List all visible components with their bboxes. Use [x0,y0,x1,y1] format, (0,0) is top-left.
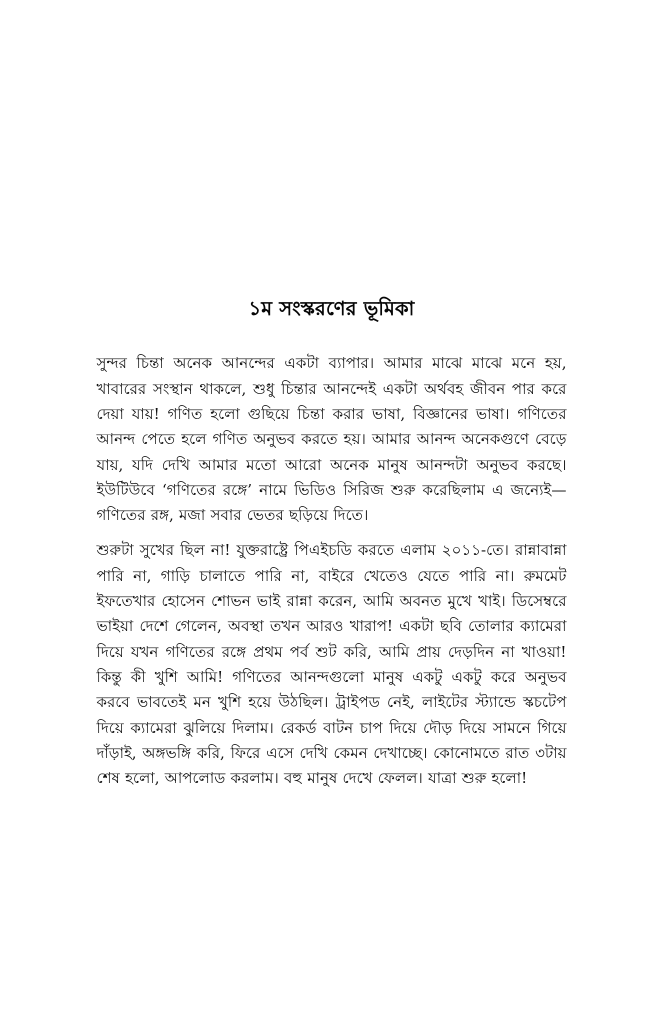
page-title: ১ম সংস্করণের ভূমিকা [248,297,415,320]
page-top-margin [0,0,663,297]
text-column [97,297,567,791]
body-paragraph: শুরুটা সুখের ছিল না! যুক্তরাষ্ট্রে পিএইচডি করতে এলাম ২০১১-তে। রান্নাবান্না পারি না, গাড়ি চালাতে পারি না, বাইরে খেতেও যেতে পারি না। রুমমেট ইফতেখার হোসেন শোভন ভাই রান্না করেন, আমি অবনত মুখে খাই। ডিসেম্বরে ভাইয়া দেশে গেলেন, অবস্থা তখন আরও খারাপ! একটা ছবি তোলার ক্যামেরা দিয়ে যখন গণিতের রঙ্গে প্রথম পর্ব শুট করি, আমি প্রায় দেড়দিন না খাওয়া! কিন্তু কী খুশি আমি! গণিতের আনন্দগুলো মানুষ একটু একটু করে অনুভব করবে ভাবতেই মন খুশি হয়ে উঠছিল। ট্রাইপড নেই, লাইটের স্ট্যান্ডে স্কচটেপ দিয়ে ক্যামেরা ঝুলিয়ে দিলাম। রেকর্ড বাটন চাপ দিয়ে দৌড় দিয়ে সামনে গিয়ে দাঁড়াই, অঙ্গভঙ্গি করি, ফিরে এসে দেখি কেমন দেখাচ্ছে। কোনোমতে রাত ৩টায় শেষ হলো, আপলোড করলাম। বহু মানুষ দেখে ফেলল। যাত্রা শুরু হলো! [96,541,567,788]
body-paragraph: সুন্দর চিন্তা অনেক আনন্দের একটা ব্যাপার। আমার মাঝে মাঝে মনে হয়, খাবারের সংস্থান থাকলে, শুধু চিন্তার আনন্দেই একটা অর্থবহ জীবন পার করে দেয়া যায়! গণিত হলো গুছিয়ে চিন্তা করার ভাষা, বিজ্ঞানের ভাষা। গণিতের আনন্দ পেতে হলে গণিত অনুভব করতে হয়। আমার আনন্দ অনেকগুণে বেড়ে যায়, যদি দেখি আমার মতো আরো অনেক মানুষ আনন্দটা অনুভব করছে। ইউটিউবে ‘গণিতের রঙ্গে’ নামে ভিডিও সিরিজ শুরু করেছিলাম এ জন্যেই— গণিতের রঙ্গ, মজা সবার ভেতর ছড়িয়ে দিতে। [96,354,567,525]
